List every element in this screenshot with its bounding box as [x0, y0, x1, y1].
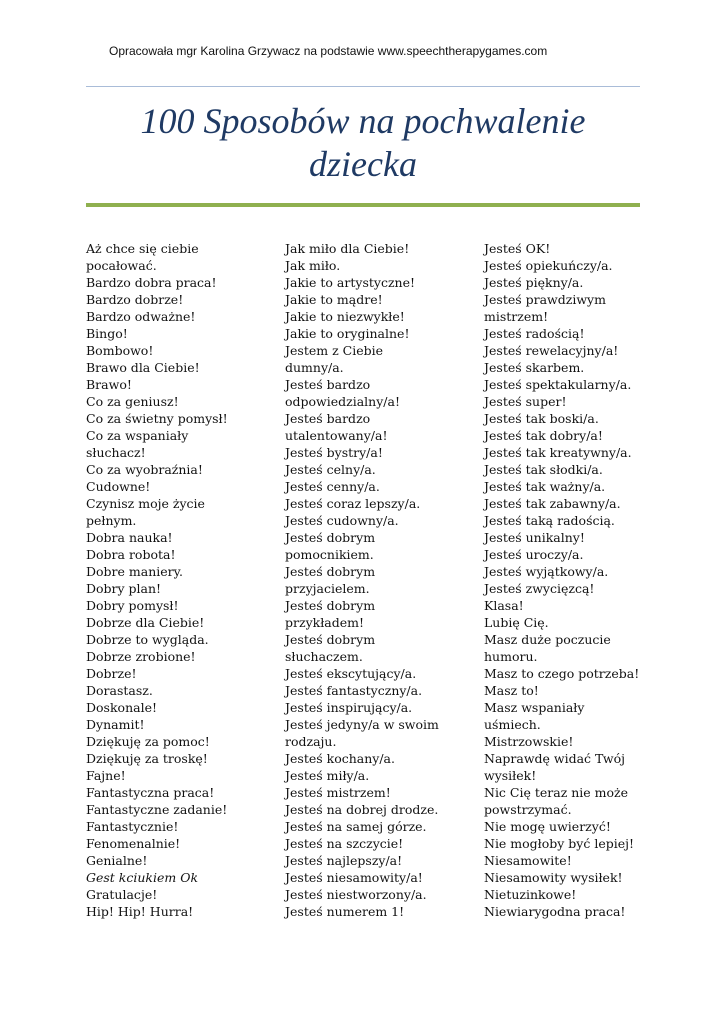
praise-line: Fantastyczne zadanie!: [86, 802, 228, 817]
praise-line: Dobra robota!: [86, 547, 176, 562]
praise-line: Nie mogę uwierzyć!: [484, 819, 611, 834]
praise-line: Jesteś cenny/a.: [285, 479, 380, 494]
praise-line: powstrzymać.: [484, 802, 572, 817]
praise-line: Dobrze dla Ciebie!: [86, 615, 205, 630]
praise-line: Jesteś tak słodki/a.: [484, 462, 603, 477]
praise-line: Nic Cię teraz nie może: [484, 785, 629, 800]
praise-line: Jesteś tak zabawny/a.: [484, 496, 621, 511]
praise-line: Gratulacje!: [86, 887, 158, 902]
praise-line: Gest kciukiem Ok: [86, 870, 199, 885]
praise-line: Cudowne!: [86, 479, 151, 494]
praise-line: Jesteś bystry/a!: [285, 445, 383, 460]
praise-line: Jesteś uroczy/a.: [484, 547, 584, 562]
praise-line: Dobrze to wygląda.: [86, 632, 209, 647]
praise-line: Dobry plan!: [86, 581, 162, 596]
praise-line: Jesteś dobrym: [285, 530, 376, 545]
praise-line: przykładem!: [285, 615, 364, 630]
praise-line: Bardzo dobra praca!: [86, 275, 217, 290]
praise-line: Jesteś ekscytujący/a.: [285, 666, 417, 681]
praise-line: Jesteś zwycięzcą!: [484, 581, 595, 596]
praise-line: Hip! Hip! Hurra!: [86, 904, 194, 919]
praise-line: Jesteś na dobrej drodze.: [285, 802, 439, 817]
praise-line: Co za wspaniały: [86, 428, 189, 443]
praise-line: mistrzem!: [484, 309, 549, 324]
praise-column-2: [285, 240, 465, 920]
praise-line: odpowiedzialny/a!: [285, 394, 400, 409]
praise-line: Jesteś fantastyczny/a.: [285, 683, 423, 698]
praise-line: Fenomenalnie!: [86, 836, 181, 851]
praise-line: Masz duże poczucie: [484, 632, 611, 647]
praise-line: Jesteś coraz lepszy/a.: [285, 496, 421, 511]
praise-line: Jesteś niesamowity/a!: [285, 870, 423, 885]
praise-line: Jestem z Ciebie: [285, 343, 383, 358]
praise-line: Jak miło dla Ciebie!: [285, 241, 410, 256]
praise-line: Masz wspaniały: [484, 700, 585, 715]
title-line-2: dziecka: [309, 144, 417, 184]
praise-line: słuchaczem.: [285, 649, 363, 664]
praise-line: Co za świetny pomysł!: [86, 411, 228, 426]
praise-line: Lubię Cię.: [484, 615, 549, 630]
praise-line: Jesteś bardzo: [285, 377, 371, 392]
praise-line: Nietuzinkowe!: [484, 887, 577, 902]
praise-line: Fantastyczna praca!: [86, 785, 215, 800]
praise-line: Jesteś na samej górze.: [285, 819, 427, 834]
praise-line: Jakie to mądre!: [285, 292, 383, 307]
praise-line: Jakie to niezwykłe!: [285, 309, 405, 324]
praise-line: Jesteś OK!: [484, 241, 551, 256]
praise-line: słuchacz!: [86, 445, 146, 460]
praise-line: wysiłek!: [484, 768, 537, 783]
praise-line: Jesteś wyjątkowy/a.: [484, 564, 609, 579]
praise-line: Jesteś mistrzem!: [285, 785, 391, 800]
praise-line: Jesteś na szczycie!: [285, 836, 404, 851]
document-title: [86, 100, 640, 186]
praise-line: Dziękuję za pomoc!: [86, 734, 210, 749]
praise-line: Jesteś dobrym: [285, 598, 376, 613]
praise-line: Dobrze!: [86, 666, 137, 681]
praise-line: Jesteś tak ważny/a.: [484, 479, 606, 494]
praise-line: Dziękuję za troskę!: [86, 751, 208, 766]
praise-line: uśmiech.: [484, 717, 541, 732]
praise-line: Dobry pomysł!: [86, 598, 179, 613]
praise-line: Jesteś cudowny/a.: [285, 513, 399, 528]
praise-line: Jesteś dobrym: [285, 564, 376, 579]
praise-line: Jesteś super!: [484, 394, 567, 409]
praise-line: Jakie to artystyczne!: [285, 275, 415, 290]
header-divider: [86, 86, 640, 87]
praise-line: Masz to!: [484, 683, 539, 698]
praise-line: Niewiarygodna praca!: [484, 904, 626, 919]
title-divider: [86, 203, 640, 207]
praise-line: Genialne!: [86, 853, 148, 868]
praise-line: pełnym.: [86, 513, 137, 528]
praise-line: Jesteś rewelacyjny/a!: [484, 343, 619, 358]
praise-line: Co za wyobraźnia!: [86, 462, 203, 477]
praise-line: Jesteś opiekuńczy/a.: [484, 258, 613, 273]
praise-line: Mistrzowskie!: [484, 734, 574, 749]
praise-line: Bingo!: [86, 326, 128, 341]
praise-line: Nie mogłoby być lepiej!: [484, 836, 635, 851]
praise-line: Jesteś unikalny!: [484, 530, 585, 545]
praise-line: Bombowo!: [86, 343, 154, 358]
praise-line: Doskonale!: [86, 700, 157, 715]
praise-line: Bardzo dobrze!: [86, 292, 184, 307]
praise-line: Jesteś kochany/a.: [285, 751, 395, 766]
praise-line: Jesteś skarbem.: [484, 360, 585, 375]
praise-line: Dynamit!: [86, 717, 145, 732]
praise-line: Jak miło.: [285, 258, 341, 273]
praise-line: Jesteś numerem 1!: [285, 904, 405, 919]
praise-line: Masz to czego potrzeba!: [484, 666, 640, 681]
praise-line: Klasa!: [484, 598, 524, 613]
praise-line: Jesteś piękny/a.: [484, 275, 584, 290]
praise-line: Jesteś spektakularny/a.: [484, 377, 632, 392]
praise-line: Niesamowity wysiłek!: [484, 870, 623, 885]
praise-line: Fajne!: [86, 768, 126, 783]
praise-line: Jesteś inspirujący/a.: [285, 700, 413, 715]
praise-line: Jakie to oryginalne!: [285, 326, 410, 341]
praise-line: przyjacielem.: [285, 581, 370, 596]
praise-line: utalentowany/a!: [285, 428, 388, 443]
praise-line: Jesteś miły/a.: [285, 768, 370, 783]
praise-line: rodzaju.: [285, 734, 337, 749]
praise-line: dumny/a.: [285, 360, 344, 375]
praise-line: Jesteś najlepszy/a!: [285, 853, 403, 868]
praise-line: Jesteś radością!: [484, 326, 585, 341]
praise-line: Dobrze zrobione!: [86, 649, 196, 664]
praise-line: Naprawdę widać Twój: [484, 751, 626, 766]
praise-line: Jesteś taką radością.: [484, 513, 615, 528]
praise-line: Dobre maniery.: [86, 564, 183, 579]
praise-line: Niesamowite!: [484, 853, 572, 868]
praise-line: Jesteś bardzo: [285, 411, 371, 426]
title-line-1: 100 Sposobów na pochwalenie: [140, 101, 586, 141]
praise-line: Dorastasz.: [86, 683, 153, 698]
praise-line: Jesteś jedyny/a w swoim: [285, 717, 439, 732]
praise-line: Jesteś tak dobry/a!: [484, 428, 603, 443]
praise-line: pocałować.: [86, 258, 157, 273]
praise-line: Jesteś dobrym: [285, 632, 376, 647]
praise-line: Jesteś celny/a.: [285, 462, 376, 477]
praise-line: Jesteś tak kreatywny/a.: [484, 445, 632, 460]
praise-line: Brawo!: [86, 377, 132, 392]
praise-line: Jesteś prawdziwym: [484, 292, 606, 307]
page-header-credit: Opracowała mgr Karolina Grzywacz na podstawie www.speechtherapygames.com: [109, 44, 548, 58]
praise-line: Aż chce się ciebie: [86, 241, 199, 256]
praise-line: humoru.: [484, 649, 538, 664]
praise-line: Dobra nauka!: [86, 530, 173, 545]
praise-line: Brawo dla Ciebie!: [86, 360, 200, 375]
praise-line: Jesteś tak boski/a.: [484, 411, 599, 426]
praise-line: Co za geniusz!: [86, 394, 179, 409]
praise-line: Bardzo odważne!: [86, 309, 196, 324]
praise-line: Czynisz moje życie: [86, 496, 205, 511]
praise-line: pomocnikiem.: [285, 547, 374, 562]
praise-line: Jesteś niestworzony/a.: [285, 887, 427, 902]
praise-column-3: [484, 240, 664, 920]
praise-line: Fantastycznie!: [86, 819, 179, 834]
praise-column-1: [86, 240, 266, 920]
